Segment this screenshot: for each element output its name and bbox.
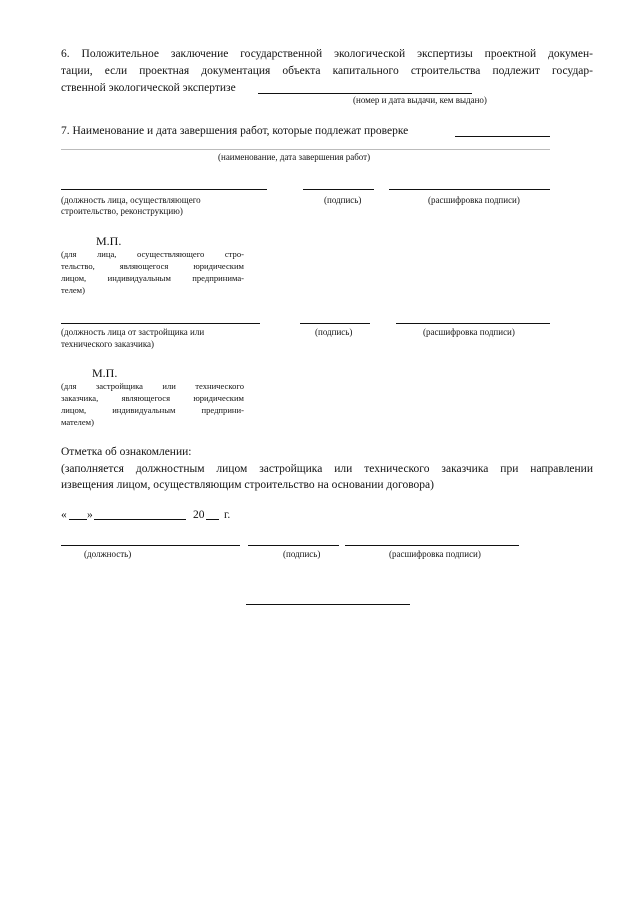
position-caption-1b: строительство, реконструкцию)	[61, 206, 183, 216]
date-quote-close: »	[87, 509, 93, 521]
acknowledgement-note-1: (заполняется должностным лицом застройщика или технического заказчика при направлении	[61, 463, 593, 475]
stamp-note-1d: телем)	[61, 285, 85, 295]
stamp-note-2b: заказчика, являющегося юридическим	[61, 393, 244, 403]
stamp-note-2c: лицом, индивидуальным предприни-	[61, 405, 244, 415]
signature-caption-1: (подпись)	[324, 195, 362, 205]
signature-line-1	[303, 189, 374, 190]
decoding-line-3	[345, 545, 519, 546]
section6-line2: тации, если проектная документация объекта капитального строительства подлежит государ-	[61, 65, 593, 77]
stamp-mark-2: М.П.	[92, 366, 118, 380]
signature-line-2	[300, 323, 370, 324]
section7-second-line	[61, 149, 550, 150]
stamp-note-2d: мателем)	[61, 417, 94, 427]
date-year-suffix: г.	[224, 509, 231, 521]
closing-separator	[246, 604, 410, 605]
position-caption-2a: (должность лица от застройщика или	[61, 327, 205, 337]
position-line-3	[61, 545, 240, 546]
signature-caption-2: (подпись)	[315, 327, 353, 337]
stamp-mark-1: М.П.	[96, 234, 122, 248]
section6-line3: ственной экологической экспертизе	[61, 82, 236, 94]
section7-caption: (наименование, дата завершения работ)	[218, 152, 371, 162]
signature-caption-3: (подпись)	[283, 549, 321, 559]
decoding-caption-2: (расшифровка подписи)	[423, 327, 515, 337]
section6-fill-line	[258, 93, 472, 94]
section7-fill-line	[455, 136, 550, 137]
position-caption-1a: (должность лица, осуществляющего	[61, 195, 201, 205]
stamp-note-2a: (для застройщика или технического	[61, 381, 244, 391]
section7-line1: 7. Наименование и дата завершения работ, которые подлежат проверке	[61, 125, 409, 137]
section6-line1: 6. Положительное заключение государственной экологической экспертизы проектной докумен-	[61, 48, 593, 60]
section6-caption: (номер и дата выдачи, кем выдано)	[353, 95, 487, 105]
stamp-note-1a: (для лица, осуществляющего стро-	[61, 249, 244, 259]
decoding-caption-1: (расшифровка подписи)	[428, 195, 520, 205]
stamp-note-1b: тельство, являющегося юридическим	[61, 261, 244, 271]
decoding-line-1	[389, 189, 550, 190]
position-line-1	[61, 189, 267, 190]
position-caption-2b: технического заказчика)	[61, 339, 155, 349]
acknowledgement-title: Отметка об ознакомлении:	[61, 446, 192, 458]
date-quote-open: «	[61, 509, 67, 521]
position-caption-3: (должность)	[84, 549, 132, 559]
acknowledgement-note-2: извещения лицом, осуществляющим строительство на основании договора)	[61, 479, 434, 491]
date-year-prefix: 20	[193, 509, 205, 521]
date-month-line	[94, 519, 186, 520]
date-day-line	[69, 519, 87, 520]
signature-line-3	[248, 545, 339, 546]
decoding-line-2	[396, 323, 550, 324]
decoding-caption-3: (расшифровка подписи)	[389, 549, 481, 559]
date-year-line	[206, 519, 219, 520]
stamp-note-1c: лицом, индивидуальным предпринима-	[61, 273, 244, 283]
position-line-2	[61, 323, 260, 324]
